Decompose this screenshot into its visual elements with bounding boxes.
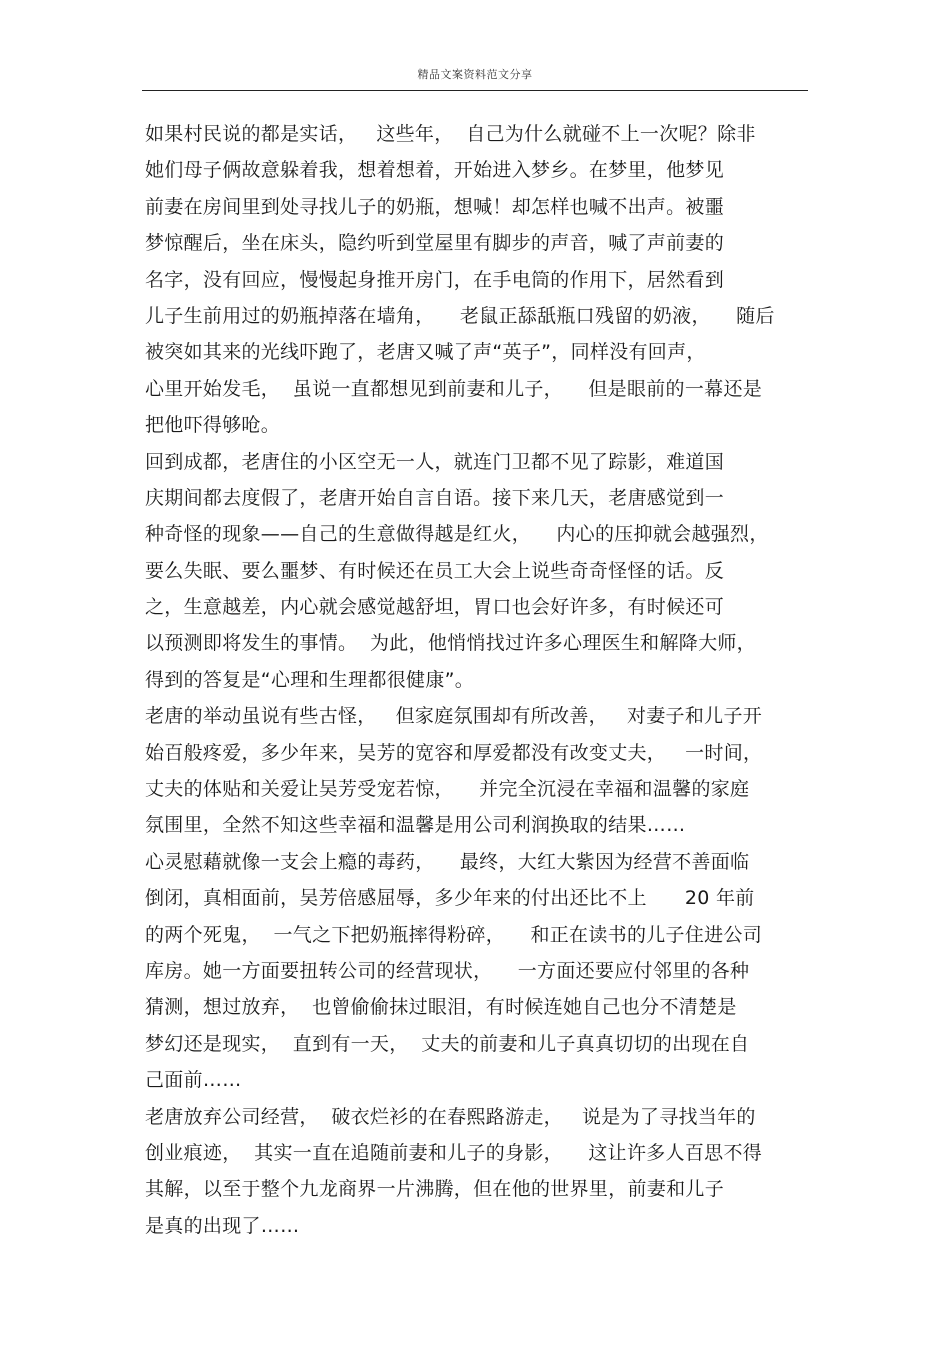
text-line: 如果村民说的都是实话， 这些年， 自己为什么就碰不上一次呢？除非 <box>145 123 756 145</box>
text-line: 要么失眠、要么噩梦、有时候还在员工大会上说些奇奇怪怪的话。反 <box>145 559 725 582</box>
text-line: 氛围里，全然不知这些幸福和温馨是用公司利润换取的结果…… <box>145 814 686 837</box>
text-line: 梦幻还是现实， 直到有一天， 丈夫的前妻和儿子真真切切的出现在自 <box>145 1032 750 1055</box>
text-line: 前妻在房间里到处寻找儿子的奶瓶，想喊！却怎样也喊不出声。被噩 <box>145 195 725 218</box>
text-line: 丈夫的体贴和关爱让吴芳受宠若惊， 并完全沉浸在幸福和温馨的家庭 <box>145 778 750 801</box>
text-line: 心灵慰藉就像一支会上瘾的毒药， 最终，大红大紫因为经营不善面临 <box>145 850 750 873</box>
text-line: 以预测即将发生的事情。 为此，他悄悄找过许多心理医生和解降大师， <box>145 632 756 655</box>
text-line: 其解，以至于整个九龙商界一片沸腾，但在他的世界里，前妻和儿子 <box>145 1178 725 1201</box>
text-line: 把他吓得够呛。 <box>145 414 281 437</box>
text-line: 心里开始发毛， 虽说一直都想见到前妻和儿子， 但是眼前的一幕还是 <box>145 377 763 400</box>
text-line: 庆期间都去度假了，老唐开始自言自语。接下来几天，老唐感觉到一 <box>145 486 725 509</box>
text-line: 的两个死鬼， 一气之下把奶瓶摔得粉碎， 和正在读书的儿子住进公司 <box>145 923 763 946</box>
text-line: 始百般疼爱，多少年来，吴芳的宽容和厚爱都没有改变丈夫， 一时间， <box>145 741 763 764</box>
text-line: 创业痕迹， 其实一直在追随前妻和儿子的身影， 这让许多人百思不得 <box>145 1141 763 1164</box>
text-line: 名字，没有回应，慢慢起身推开房门，在手电筒的作用下，居然看到 <box>145 268 725 291</box>
text-line: 是真的出现了…… <box>145 1214 300 1237</box>
text-line: 得到的答复是“心理和生理都很健康”。 <box>145 668 475 691</box>
document-body <box>145 116 810 1244</box>
text-line: 梦惊醒后，坐在床头，隐约听到堂屋里有脚步的声音，喊了声前妻的 <box>145 232 725 255</box>
text-line: 儿子生前用过的奶瓶掉落在墙角， 老鼠正舔舐瓶口残留的奶液， 随后 <box>145 304 775 327</box>
text-line: 种奇怪的现象——自己的生意做得越是红火， 内心的压抑就会越强烈， <box>145 523 769 546</box>
text-line: 之，生意越差，内心就会感觉越舒坦，胃口也会好许多，有时候还可 <box>145 596 725 619</box>
text-line: 猜测，想过放弃， 也曾偷偷抹过眼泪，有时候连她自己也分不清楚是 <box>145 996 737 1019</box>
text-line: 她们母子俩故意躲着我，想着想着，开始进入梦乡。在梦里，他梦见 <box>145 159 725 182</box>
text-line: 被突如其来的光线吓跑了，老唐又喊了声“英子”，同样没有回声， <box>145 341 706 364</box>
text-line: 回到成都，老唐住的小区空无一人，就连门卫都不见了踪影，难道国 <box>145 450 725 473</box>
text-line: 库房。她一方面要扭转公司的经营现状， 一方面还要应付邻里的各种 <box>145 959 750 982</box>
header-divider <box>142 90 808 91</box>
text-line: 倒闭，真相面前，吴芳倍感屈辱，多少年来的付出还比不上 20 年前 <box>145 887 755 910</box>
text-line: 老唐放弃公司经营， 破衣烂衫的在春熙路游走， 说是为了寻找当年的 <box>145 1105 756 1128</box>
text-line: 己面前…… <box>145 1069 242 1092</box>
text-line: 老唐的举动虽说有些古怪， 但家庭氛围却有所改善， 对妻子和儿子开 <box>145 705 763 728</box>
page-header: 精品文案资料范文分享 <box>417 68 533 81</box>
